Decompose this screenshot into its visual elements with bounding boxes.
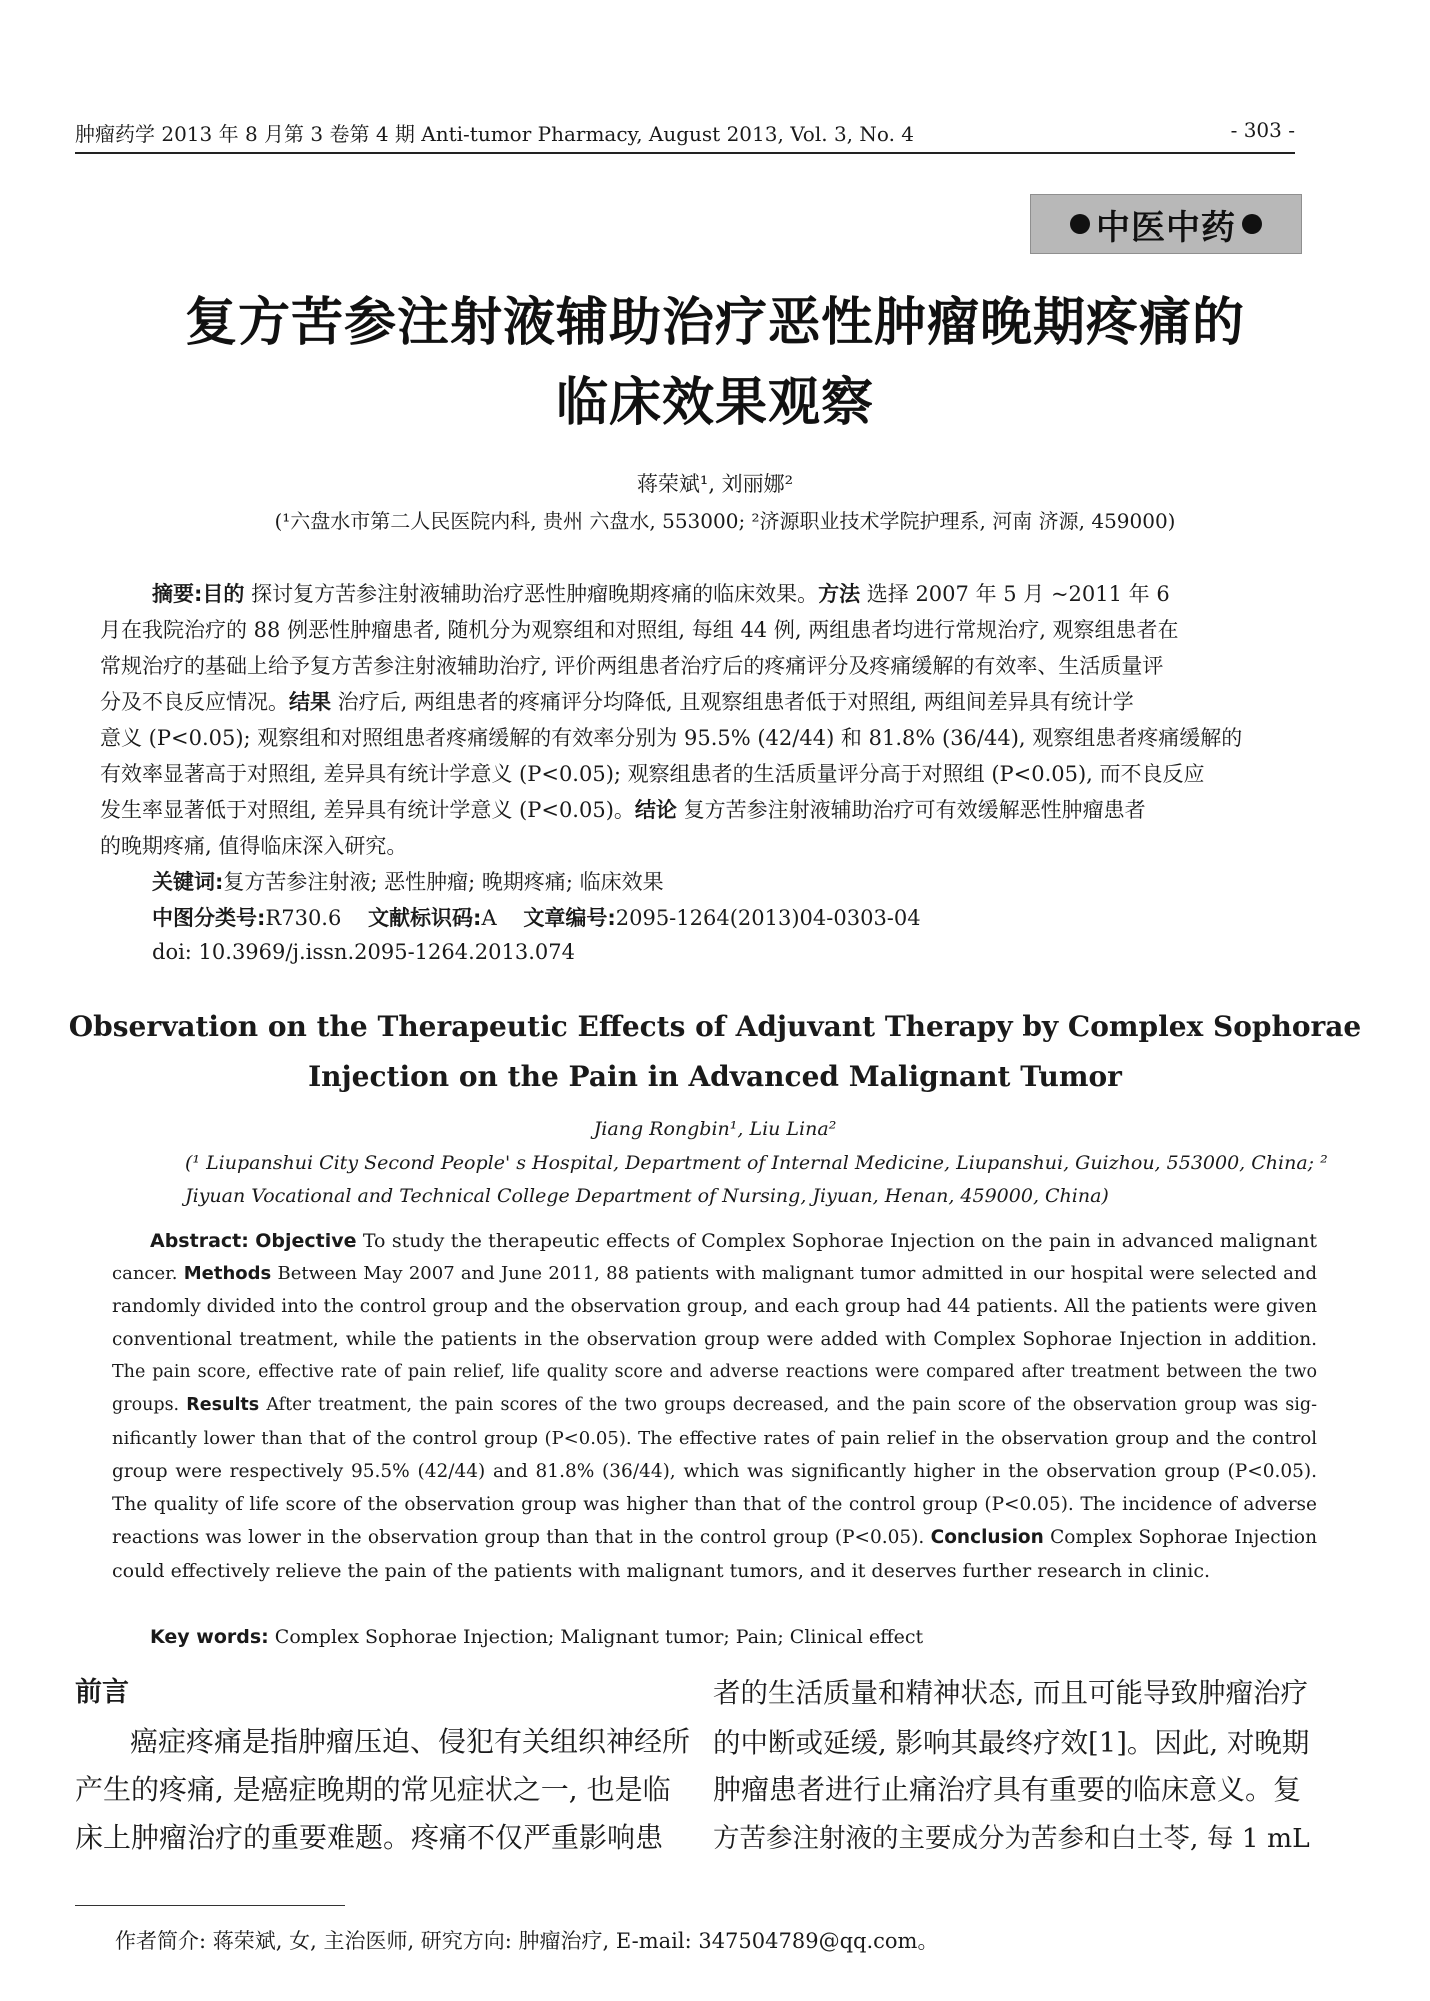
- objective-text: 探讨复方苦参注射液辅助治疗恶性肿瘤晚期疼痛的临床效果。: [244, 582, 819, 606]
- doc-code-label: 文献标识码:: [368, 906, 482, 930]
- page-number: - 303 -: [1230, 118, 1295, 142]
- abstract-en-text: cancer.: [112, 1263, 184, 1284]
- doi: doi: 10.3969/j.issn.2095-1264.2013.074: [152, 940, 575, 964]
- abstract-cn-line: [100, 794, 1320, 824]
- affiliation-cn: (¹六盘水市第二人民医院内科, 贵州 六盘水, 553000; ²济源职业技术学院护理系, 河南 济源, 459000): [274, 509, 1176, 533]
- doc-code-value: A: [481, 906, 497, 930]
- keywords-cn: [152, 866, 1372, 896]
- body-line: 床上肿瘤治疗的重要难题。疼痛不仅严重影响患: [75, 1821, 664, 1854]
- title-en-line1: Observation on the Therapeutic Effects of Adjuvant Therapy by Complex Sophorae: [68, 1010, 1362, 1043]
- title-cn-line2: 临床效果观察: [555, 373, 874, 433]
- abstract-en-line: conventional treatment, while the patients in the observation group were added with Complex Sophorae Injection in addition.: [112, 1329, 1317, 1350]
- abstract-cn-line: 有效率显著高于对照组, 差异具有统计学意义 (P<0.05); 观察组患者的生活质量评分高于对照组 (P<0.05), 而不良反应: [100, 762, 1205, 786]
- abstract-en-line: could effectively relieve the pain of the patients with malignant tumors, and it deserves further research in clinic.: [112, 1560, 1211, 1582]
- keywords-text: 复方苦参注射液; 恶性肿瘤; 晚期疼痛; 临床效果: [223, 870, 664, 894]
- clc-value: R730.6: [265, 906, 342, 930]
- methods-en-label: Methods: [183, 1263, 272, 1284]
- results-en-label: Results: [186, 1395, 260, 1415]
- body-line: 的中断或延缓, 影响其最终疗效[1]。因此, 对晚期: [713, 1727, 1310, 1759]
- bullet-icon: [1242, 214, 1262, 234]
- body-line: 方苦参注射液的主要成分为苦参和白土苓, 每 1 mL: [713, 1823, 1310, 1854]
- header-rule: [75, 152, 1295, 154]
- clc-label: 中图分类号:: [152, 906, 266, 930]
- abstract-en-line: [112, 1263, 1317, 1284]
- results-label: 结果: [289, 690, 331, 714]
- article-no-label: 文章编号:: [523, 906, 616, 930]
- keywords-en-text: Complex Sophorae Injection; Malignant tumor; Pain; Clinical effect: [268, 1626, 924, 1648]
- results-text: 治疗后, 两组患者的疼痛评分均降低, 且观察组患者低于对照组, 两组间差异具有统计学: [331, 690, 1134, 714]
- abstract-en-line: The quality of life score of the observation group was higher than that of the control group (P<0.05). The incidence of adverse: [112, 1494, 1317, 1515]
- section-badge: [1030, 194, 1302, 254]
- abstract-cn-line: [152, 578, 1320, 608]
- running-header: 肿瘤药学 2013 年 8 月第 3 卷第 4 期 Anti-tumor Pharmacy, August 2013, Vol. 3, No. 4: [75, 122, 915, 146]
- abstract-en-line: [150, 1230, 1317, 1252]
- abstract-en-text: Complex Sophorae Injection: [1043, 1527, 1317, 1548]
- abstract-cn-line: [100, 686, 1320, 716]
- objective-en-label: Objective: [255, 1230, 357, 1252]
- abstract-en-label: Abstract:: [150, 1230, 249, 1252]
- abstract-text: 分及不良反应情况。: [100, 690, 289, 714]
- abstract-en-line: nificantly lower than that of the control group (P<0.05). The effective rates of pain relief in the observation group and the control: [112, 1428, 1317, 1449]
- methods-label: 方法: [818, 582, 861, 606]
- body-line: 癌症疼痛是指肿瘤压迫、侵犯有关组织神经所: [130, 1725, 691, 1758]
- abstract-en-line: [112, 1527, 1317, 1548]
- section-badge-label: 中医中药: [1096, 207, 1236, 248]
- abstract-cn-line: 常规治疗的基础上给予复方苦参注射液辅助治疗, 评价两组患者治疗后的疼痛评分及疼痛缓解的有效率、生活质量评: [100, 654, 1164, 678]
- abstract-en-line: randomly divided into the control group and the observation group, and each group had 44 patients. All the patients were given: [112, 1296, 1317, 1317]
- affiliation-en-line1: (¹ Liupanshui City Second People' s Hospital, Department of Internal Medicine, Liupanshui, Guizhou, 553000, China; ²: [185, 1152, 1328, 1174]
- abstract-cn-line: 意义 (P<0.05); 观察组和对照组患者疼痛缓解的有效率分别为 95.5% (42/44) 和 81.8% (36/44), 观察组患者疼痛缓解的: [100, 726, 1243, 750]
- abstract-en-text: After treatment, the pain scores of the two groups decreased, and the pain score of the observation group was sig-: [259, 1395, 1317, 1415]
- body-line: 者的生活质量和精神状态, 而且可能导致肿瘤治疗: [713, 1677, 1308, 1709]
- abstract-en-text: groups.: [112, 1395, 187, 1415]
- conclusion-en-label: Conclusion: [930, 1527, 1044, 1548]
- keywords-en: [150, 1626, 923, 1648]
- conclusion-label: 结论: [634, 798, 677, 822]
- abstract-en-line: group were respectively 95.5% (42/44) and 81.8% (36/44), which was significantly higher in the observation group (P<0.05).: [112, 1461, 1317, 1482]
- abstract-en-line: [112, 1395, 1317, 1415]
- methods-text: 选择 2007 年 5 月 ~2011 年 6: [860, 582, 1170, 606]
- authors-en: Jiang Rongbin¹, Liu Lina²: [593, 1118, 837, 1140]
- title-cn-line1: 复方苦参注射液辅助治疗恶性肿瘤晚期疼痛的: [184, 293, 1245, 353]
- author-footnote: 作者简介: 蒋荣斌, 女, 主治医师, 研究方向: 肿瘤治疗, E-mail: 347504789@qq.com。: [115, 1929, 939, 1953]
- intro-heading: 前言: [75, 1677, 129, 1708]
- abstract-label: 摘要:: [152, 582, 203, 606]
- abstract-en-text: reactions was lower in the observation group than that in the control group (P<0.05).: [112, 1527, 931, 1548]
- affiliation-en-line2: Jiyuan Vocational and Technical College Department of Nursing, Jiyuan, Henan, 459000, China): [185, 1185, 1109, 1207]
- abstract-text: 发生率显著低于对照组, 差异具有统计学意义 (P<0.05)。: [100, 798, 635, 822]
- objective-label: 目的: [202, 582, 245, 606]
- bullet-icon: [1070, 214, 1090, 234]
- article-no-value: 2095-1264(2013)04-0303-04: [615, 906, 921, 930]
- abstract-cn-line: 的晚期疼痛, 值得临床深入研究。: [100, 834, 408, 858]
- keywords-en-label: Key words:: [150, 1626, 269, 1648]
- conclusion-text: 复方苦参注射液辅助治疗可有效缓解恶性肿瘤患者: [676, 798, 1146, 822]
- abstract-en-line: The pain score, effective rate of pain relief, life quality score and adverse reactions were compared after treatment between the two: [112, 1362, 1317, 1382]
- title-en-line2: Injection on the Pain in Advanced Malignant Tumor: [308, 1060, 1122, 1093]
- classification-line: [152, 902, 1372, 932]
- authors-cn: 蒋荣斌¹, 刘丽娜²: [636, 472, 794, 496]
- abstract-cn-line: 月在我院治疗的 88 例恶性肿瘤患者, 随机分为观察组和对照组, 每组 44 例, 两组患者均进行常规治疗, 观察组患者在: [100, 618, 1179, 642]
- footnote-rule: [75, 1905, 345, 1906]
- keywords-label: 关键词:: [152, 870, 224, 894]
- abstract-en-text: To study the therapeutic effects of Complex Sophorae Injection on the pain in advanced malignant: [356, 1230, 1317, 1252]
- body-line: 产生的疼痛, 是癌症晚期的常见症状之一, 也是临: [75, 1773, 671, 1806]
- body-line: 肿瘤患者进行止痛治疗具有重要的临床意义。复: [713, 1773, 1302, 1806]
- abstract-en-text: Between May 2007 and June 2011, 88 patients with malignant tumor admitted in our hospital were selected and: [271, 1263, 1317, 1284]
